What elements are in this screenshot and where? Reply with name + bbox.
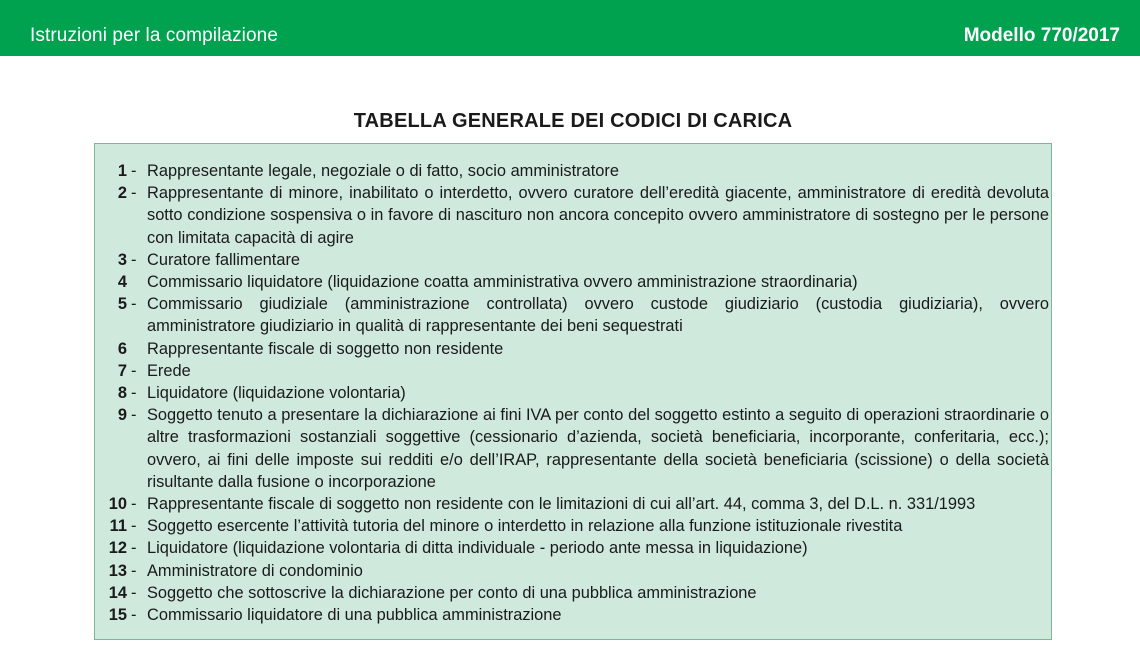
code-description: Liquidatore (liquidazione volontaria) — [147, 384, 406, 403]
code-row — [95, 537, 1051, 559]
code-separator: - — [131, 184, 137, 203]
header-bar — [0, 0, 1140, 56]
code-row — [95, 560, 1051, 582]
code-separator: - — [131, 495, 137, 514]
code-row — [95, 382, 1051, 404]
code-row — [95, 249, 1051, 271]
code-row — [95, 182, 1051, 249]
code-separator: - — [131, 384, 137, 403]
code-description: Commissario liquidatore di una pubblica amministrazione — [147, 606, 562, 625]
code-description: Amministratore di condominio — [147, 561, 363, 580]
code-number: 14 — [108, 583, 127, 602]
code-description: Erede — [147, 361, 191, 380]
code-number: 1 — [117, 162, 127, 180]
code-row — [95, 360, 1051, 382]
code-number: 8 — [117, 384, 127, 403]
code-row — [95, 404, 1051, 493]
code-description: Commissario giudiziale (amministrazione controllata) ovvero custode giudiziario (custodia giudiziaria), ovvero amministratore giudiziario in qualità di rappresentante dei beni sequestrati — [147, 295, 1049, 336]
code-separator: - — [131, 606, 137, 625]
code-description: Rappresentante legale, negoziale o di fatto, socio amministratore — [147, 162, 619, 180]
code-number: 4 — [117, 273, 127, 292]
table-title: TABELLA GENERALE DEI CODICI DI CARICA — [353, 110, 793, 132]
code-description: Soggetto che sottoscrive la dichiarazione per conto di una pubblica amministrazione — [147, 583, 757, 602]
code-separator: - — [131, 517, 137, 536]
code-separator: - — [131, 295, 137, 314]
code-row — [95, 271, 1051, 293]
codes-list — [95, 160, 1051, 626]
code-number: 7 — [117, 361, 127, 380]
form-model-title: Modello 770/2017 — [963, 25, 1120, 46]
code-description: Rappresentante fiscale di soggetto non residente con le limitazioni di cui all’art. 44, comma 3, del D.L. n. 331/1993 — [147, 495, 976, 514]
code-row — [95, 515, 1051, 537]
code-separator: - — [131, 162, 137, 180]
code-description: Rappresentante fiscale di soggetto non residente — [147, 339, 504, 358]
code-separator: - — [131, 250, 137, 269]
code-row — [95, 582, 1051, 604]
code-number: 5 — [117, 295, 127, 314]
code-separator: - — [131, 539, 137, 558]
code-number: 6 — [117, 339, 127, 358]
code-number: 12 — [108, 539, 127, 558]
code-number: 13 — [108, 561, 127, 580]
code-row — [95, 493, 1051, 515]
code-row — [95, 338, 1051, 360]
code-description: Rappresentante di minore, inabilitato o interdetto, ovvero curatore dell’eredità giacente, amministratore di eredità devoluta sotto condizione sospensiva o in favore di nascituro non ancora concepito ovvero amministratore di sostegno per le persone con limitata capacità di agire — [147, 184, 1049, 247]
code-separator: - — [131, 361, 137, 380]
code-separator: - — [131, 406, 137, 425]
code-description: Soggetto esercente l’attività tutoria del minore o interdetto in relazione alla funzione istituzionale rivestita — [147, 517, 903, 536]
code-number: 3 — [117, 250, 127, 269]
code-number: 11 — [109, 517, 127, 536]
code-separator: - — [131, 583, 137, 602]
code-separator: - — [131, 561, 137, 580]
code-number: 9 — [117, 406, 127, 425]
code-number: 2 — [117, 184, 127, 203]
code-number: 10 — [108, 495, 127, 514]
code-description: Commissario liquidatore (liquidazione coatta amministrativa ovvero amministrazione straordinaria) — [147, 273, 858, 292]
code-description: Soggetto tenuto a presentare la dichiarazione ai fini IVA per conto del soggetto estinto a seguito di operazioni straordinarie o altre trasformazioni sostanziali soggettive (cessionario d’azienda, società beneficiaria, incorporante, conferitaria, ecc.); ovvero, ai fini delle imposte sui redditi e/o dell’IRAP, rappresentante della società beneficiaria (scissione) o della società risultante dalla fusione o incorporazione — [147, 406, 1049, 491]
code-row — [95, 160, 1051, 182]
code-number: 15 — [108, 606, 127, 625]
code-row — [95, 293, 1051, 337]
code-description: Liquidatore (liquidazione volontaria di ditta individuale - periodo ante messa in liquidazione) — [147, 539, 808, 558]
codes-table-box — [94, 143, 1052, 640]
section-title: Istruzioni per la compilazione — [30, 25, 279, 46]
code-row — [95, 604, 1051, 626]
code-description: Curatore fallimentare — [147, 250, 301, 269]
